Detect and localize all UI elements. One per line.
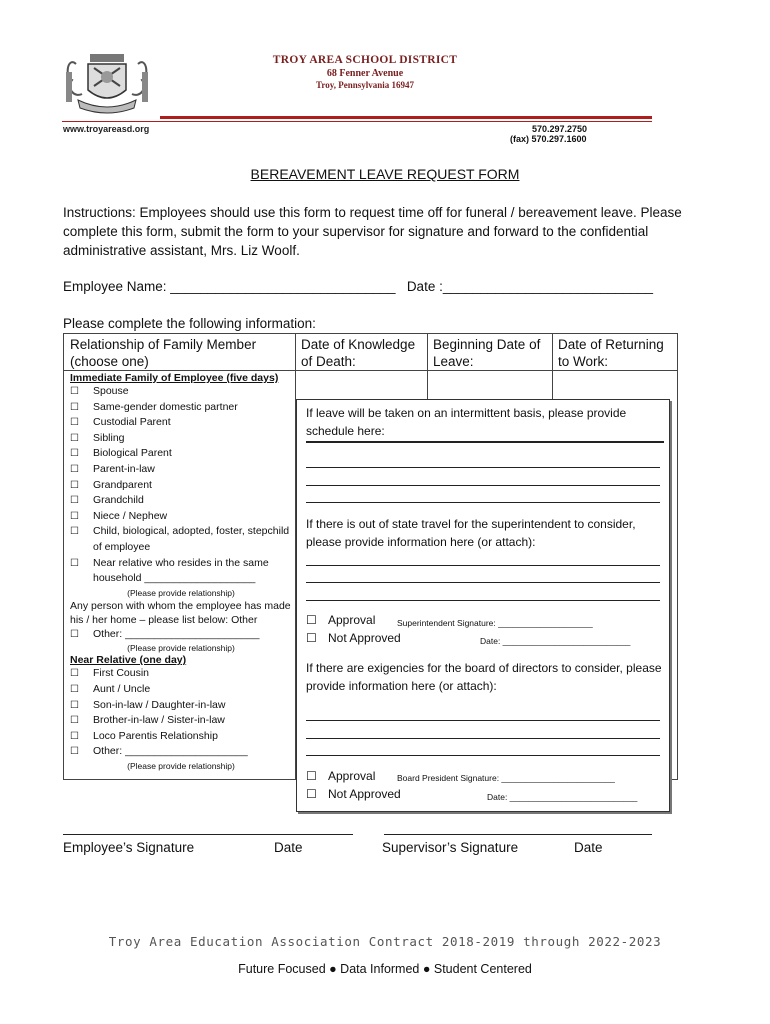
checkbox-icon[interactable]: ☐	[306, 631, 317, 645]
travel-label: If there is out of state travel for the superintendent to consider, please provide information here (or attach):	[306, 517, 636, 549]
list-item[interactable]: ☐ Son-in-law / Daughter-in-law	[70, 698, 292, 714]
relationship-list	[70, 372, 292, 772]
header-divider	[160, 116, 652, 119]
exigencies-label: If there are exigencies for the board of directors to consider, please provide information here (or attach):	[306, 661, 662, 693]
checkbox-icon[interactable]: ☐	[70, 448, 79, 460]
checkbox-icon[interactable]: ☐	[70, 401, 79, 413]
list-item[interactable]: ☐ Same-gender domestic partner	[70, 400, 292, 416]
list-item[interactable]: ☐ Niece / Nephew	[70, 509, 292, 525]
list-item[interactable]: ☐ Loco Parentis Relationship	[70, 729, 292, 745]
checkbox-icon[interactable]: ☐	[70, 386, 79, 397]
col-divider-3	[552, 334, 553, 400]
employee-name-label: Employee Name: ______________________________	[63, 279, 396, 294]
district-motto: Future Focused ● Data Informed ● Student Centered	[238, 962, 532, 976]
superintendent-approval-option[interactable]: ☐ Approval	[306, 613, 376, 627]
list-item[interactable]: ☐ Aunt / Uncle	[70, 682, 292, 698]
checkbox-icon[interactable]: ☐	[70, 668, 79, 680]
exigencies-line[interactable]	[306, 755, 660, 756]
checkbox-icon[interactable]: ☐	[306, 769, 317, 783]
superintendent-date-field[interactable]: Date: ___________________________	[480, 636, 631, 646]
checkbox-icon[interactable]: ☐	[70, 432, 79, 444]
phone-number: 570.297.2750	[532, 124, 588, 134]
list-item[interactable]: ☐ Grandparent	[70, 478, 292, 494]
intermittent-line[interactable]	[306, 467, 660, 468]
checkbox-icon[interactable]: ☐	[306, 613, 317, 627]
any-person-text: Any person with whom the employee has made his / her home – please list below: Other	[70, 599, 291, 626]
intermittent-schedule-label: If leave will be taken on an intermittent basis, please provide schedule here:	[306, 406, 627, 438]
form-title: BEREAVEMENT LEAVE REQUEST FORM	[250, 166, 520, 182]
list-item[interactable]: ☐ Child, biological, adopted, foster, stepchild of employee	[70, 524, 292, 555]
provide-relationship-note: (Please provide relationship)	[127, 643, 235, 654]
form-instructions: Instructions: Employees should use this form to request time off for funeral / bereavement leave. Please complete this form, submit the form to your supervisor for signature and forward to the confidential administrative assistant, Mrs. Liz Woolf.	[63, 205, 682, 258]
date-label: Date :____________________________	[406, 279, 654, 294]
list-item[interactable]: ☐ Biological Parent	[70, 446, 292, 462]
employee-signature-line[interactable]	[63, 834, 353, 835]
employee-date-label: Date	[274, 840, 303, 855]
list-item[interactable]: ☐ Brother-in-law / Sister-in-law	[70, 713, 292, 729]
checkbox-icon[interactable]: ☐	[70, 526, 79, 538]
near-relative-title: Near Relative (one day)	[70, 654, 187, 667]
col-header-knowledge-date: Date of Knowledge of Death:	[301, 337, 416, 369]
list-item[interactable]: ☐ Other: _______________________	[70, 627, 292, 643]
provide-relationship-note: (Please provide relationship)	[127, 760, 235, 771]
board-date-field[interactable]: Date: ___________________________	[487, 792, 638, 802]
checkbox-icon[interactable]: ☐	[70, 746, 79, 758]
district-address-city: Troy, Pennsylvania 16947	[316, 80, 414, 90]
employee-name-field[interactable]	[63, 279, 653, 294]
list-item[interactable]: ☐ Near relative who resides in the same household ___________________	[70, 556, 292, 587]
board-approval-option[interactable]: ☐ Approval	[306, 769, 376, 783]
checkbox-icon[interactable]: ☐	[70, 715, 79, 727]
header-row-divider	[64, 370, 677, 371]
please-complete-label: Please complete the following information:	[63, 316, 316, 331]
checkbox-icon[interactable]: ☐	[70, 683, 79, 695]
travel-line[interactable]	[306, 600, 660, 601]
supervisor-date-label: Date	[574, 840, 603, 855]
district-seal-logo	[62, 50, 152, 118]
intermittent-line[interactable]	[306, 502, 660, 503]
superintendent-signature-field[interactable]: Superintendent Signature: ____________________	[397, 618, 593, 628]
fax-number: (fax) 570.297.1600	[510, 134, 587, 144]
travel-line[interactable]	[306, 565, 660, 566]
list-item[interactable]: ☐ Other: _____________________	[70, 744, 292, 760]
checkbox-icon[interactable]: ☐	[70, 628, 79, 640]
col-header-return-date: Date of Returning to Work:	[558, 337, 664, 369]
list-item[interactable]: ☐ Custodial Parent	[70, 415, 292, 431]
website-link[interactable]: www.troyareasd.org	[63, 124, 150, 134]
immediate-family-title: Immediate Family of Employee (five days)	[70, 372, 279, 384]
header-divider-thin	[62, 121, 652, 122]
checkbox-icon[interactable]: ☐	[70, 510, 79, 522]
checkbox-icon[interactable]: ☐	[70, 730, 79, 742]
checkbox-icon[interactable]: ☐	[70, 699, 79, 711]
col-divider-2	[427, 334, 428, 400]
board-president-signature-field[interactable]: Board President Signature: ________________________	[397, 773, 615, 783]
contract-footer: Troy Area Education Association Contract 2018-2019 through 2022-2023	[108, 934, 662, 949]
superintendent-not-approved-option[interactable]: ☐ Not Approved	[306, 631, 401, 645]
approval-panel	[296, 399, 670, 812]
list-item[interactable]: ☐ Parent-in-law	[70, 462, 292, 478]
district-address-street: 68 Fenner Avenue	[326, 68, 404, 79]
list-item[interactable]: ☐ Spouse	[70, 384, 292, 400]
checkbox-icon[interactable]: ☐	[70, 495, 79, 507]
provide-relationship-note: (Please provide relationship)	[127, 587, 235, 598]
exigencies-line[interactable]	[306, 720, 660, 721]
employee-signature-label: Employee’s Signature	[63, 840, 195, 855]
intermittent-line[interactable]	[306, 441, 664, 443]
intermittent-line[interactable]	[306, 485, 660, 486]
checkbox-icon[interactable]: ☐	[70, 463, 79, 475]
col-header-relationship: Relationship of Family Member (choose one)	[70, 337, 257, 369]
list-item[interactable]: ☐ Sibling	[70, 431, 292, 447]
checkbox-icon[interactable]: ☐	[306, 787, 317, 801]
col-header-beginning-date: Beginning Date of Leave:	[433, 337, 541, 369]
checkbox-icon[interactable]: ☐	[70, 479, 79, 491]
travel-line[interactable]	[306, 582, 660, 583]
board-not-approved-option[interactable]: ☐ Not Approved	[306, 787, 401, 801]
supervisor-signature-line[interactable]	[384, 834, 652, 835]
list-item[interactable]: ☐ Grandchild	[70, 493, 292, 509]
exigencies-line[interactable]	[306, 738, 660, 739]
district-name: TROY AREA SCHOOL DISTRICT	[272, 54, 458, 66]
checkbox-icon[interactable]: ☐	[70, 557, 79, 569]
checkbox-icon[interactable]: ☐	[70, 417, 79, 429]
list-item[interactable]: ☐ First Cousin	[70, 666, 292, 682]
supervisor-signature-label: Supervisor’s Signature	[382, 840, 519, 855]
